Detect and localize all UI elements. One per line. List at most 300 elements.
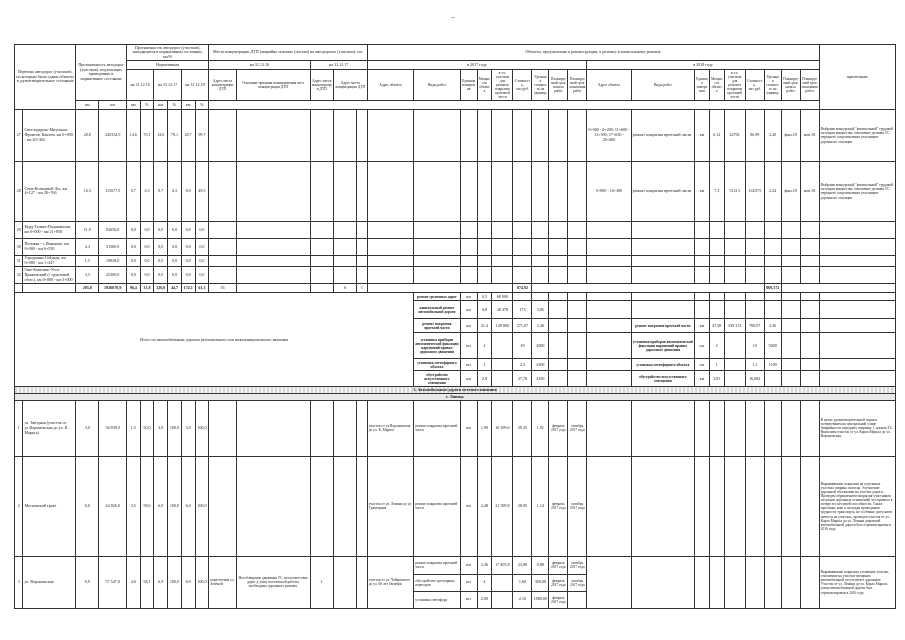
road-name: Курд-Талыш-Подшивалов, км 0+000 - км 21+858 — [23, 221, 76, 238]
norm-value: 0,0 — [181, 255, 195, 266]
empty-cell — [587, 238, 631, 255]
obj-2018-cost: 06,99 — [745, 109, 764, 161]
header-group-objects: Объекты, предлагаемые к реконструкции, к ремонту и капитальному ремонту — [367, 45, 819, 61]
norm-value: 4,3 — [168, 161, 182, 221]
row-number: 3 — [15, 556, 23, 608]
dtp-cell — [333, 161, 356, 221]
obj-2017-cell — [532, 161, 549, 221]
table-row — [15, 238, 896, 255]
obj-2018-cell — [709, 556, 724, 608]
road-name: Московский тракт — [23, 456, 76, 556]
obj-2018-cell — [709, 456, 724, 556]
summary-2017-unitcost: 4350 — [532, 371, 549, 387]
header-row-4-filler — [209, 100, 819, 109]
road-length: 3,0 — [76, 400, 99, 456]
table-row — [15, 400, 896, 456]
norm-value: 100,0 — [168, 400, 182, 456]
summary-2018-cost: 16,682 — [745, 371, 764, 387]
obj-2017-cell — [477, 221, 492, 238]
header-dtp-date-2: на 31.12.17 — [310, 61, 367, 70]
empty-cell — [781, 238, 800, 255]
empty-cell — [587, 301, 631, 319]
empty-cell — [568, 333, 587, 359]
h17-addr: Адрес объекта — [367, 70, 413, 101]
summary-2017-work: установка приборов автоматической фиксации нарушений правил дорожного движения — [414, 333, 460, 359]
obj-2017-cost: 2,16 — [513, 591, 532, 608]
norm-value: 0,0 — [195, 238, 209, 255]
norm-value: 0,0 — [168, 267, 182, 284]
obj-2018-cell — [695, 556, 710, 608]
dtp-cell — [236, 255, 310, 266]
norm-value: 0,0 — [154, 221, 168, 238]
obj-2018-start: фин.18 — [781, 161, 800, 221]
dtp-cell — [357, 109, 368, 161]
dtp-count: 1 — [310, 556, 333, 608]
empty-cell — [549, 359, 568, 371]
obj-2018-cost: 114,075 — [745, 161, 764, 221]
table-row — [15, 456, 896, 556]
obj-2018-cell — [695, 456, 710, 556]
empty-cell — [549, 371, 568, 387]
empty-cell — [631, 255, 694, 266]
obj-2018-cell — [631, 456, 694, 556]
road-length: 11,9 — [76, 221, 99, 238]
norm-value: 6,0 — [154, 456, 168, 556]
h17-cap: Мощность объекта — [477, 70, 492, 101]
obj-2017-cell — [492, 109, 513, 161]
empty-cell — [764, 221, 781, 238]
summary-2018-work: ремонт покрытия проезжей части — [631, 319, 694, 333]
obj-2018-quantity: 6,12 — [709, 109, 724, 161]
header-length: Протяженность автодорог (участков), подлежащих приведению в нормативное состояние — [76, 45, 127, 101]
empty-cell — [781, 359, 800, 371]
row-number: 1 — [15, 400, 23, 456]
obj-2017-end: октябрь 2017 года — [568, 556, 587, 574]
header-date-3: на 31.12.18 — [181, 70, 208, 101]
obj-2017-start: февраль 2017 года — [549, 574, 568, 591]
table-row — [15, 255, 896, 266]
summary-2018-amount — [724, 359, 745, 371]
obj-2017-cell — [568, 255, 587, 266]
total-cost: 1926670,9 — [99, 284, 126, 293]
obj-2018-cell — [781, 556, 800, 608]
obj-2018-cell — [745, 400, 764, 456]
dtp-cell — [333, 400, 356, 456]
dtp-cell — [310, 161, 333, 221]
obj-2018-address: 0+000 - 0+200; 11+600 - 13+500; 17+650 - 20+400 — [587, 109, 631, 161]
norm-value: 99,7 — [195, 109, 209, 161]
summary-2018-unit: шт — [695, 359, 710, 371]
obj-2017-cell — [492, 255, 513, 266]
norm-value: 0,0 — [126, 255, 140, 266]
empty-cell — [631, 267, 694, 284]
obj-2018-cell — [631, 556, 694, 608]
empty-cell — [695, 255, 710, 266]
section-row — [15, 387, 896, 394]
norm-value: 3,0 — [154, 400, 168, 456]
empty-cell — [724, 221, 745, 238]
row-note: Выравнивание покрытия уточнение участка, отношение на участки трещинах автомобильной отсутствуют дорожные. Участок от ул. Ленина до ул. Карла Маркса, улица автомобильной дороги был отремонтирован в 2016 году. — [819, 556, 895, 608]
norm-value: 3,0 — [181, 400, 195, 456]
empty-cell — [781, 301, 800, 319]
obj-2018-work: ремонт покрытия проезжей части — [631, 161, 694, 221]
h17-unit: Единица измерения — [460, 70, 477, 101]
obj-2017-end — [568, 591, 587, 608]
obj-2017-quantity: 2,00 — [477, 591, 492, 608]
norm-value: 0,0 — [154, 267, 168, 284]
empty-cell — [709, 267, 724, 284]
summary-2017-work: ремонт покрытия проезжей части — [414, 319, 460, 333]
summary-2018-amount: 339 313 — [724, 319, 745, 333]
empty-cell — [781, 371, 800, 387]
obj-2018-cell — [587, 400, 631, 456]
dtp-cell — [333, 238, 356, 255]
obj-2017-end: октябрь 2017 года — [568, 456, 587, 556]
h-km-3: км — [181, 100, 195, 109]
obj-2017-cell — [367, 161, 413, 221]
h-pct-1: % — [140, 100, 154, 109]
empty-cell — [764, 238, 781, 255]
obj-2017-cell — [367, 109, 413, 161]
row-number: 28 — [15, 161, 23, 221]
obj-2017-unitcost: 1,91 — [532, 400, 549, 456]
dtp-count — [310, 400, 333, 456]
empty-cell — [724, 293, 745, 301]
header-date-1: на 31.12.16 — [126, 70, 153, 101]
norm-value: 6,0 — [181, 456, 195, 556]
road-cost: 25200,0 — [99, 267, 126, 284]
obj-2018-cell — [724, 456, 745, 556]
total-len: 205,8 — [76, 284, 99, 293]
empty-cell — [745, 267, 764, 284]
obj-2018-cell — [800, 556, 819, 608]
obj-2017-cell — [568, 109, 587, 161]
obj-2018-cell — [800, 400, 819, 456]
obj-2017-address: участок от ул. Чайковского до ул. 60 лет Октября — [367, 556, 413, 608]
obj-2017-cell — [568, 161, 587, 221]
summary-2017-work: ремонт грунтовых дорог — [414, 293, 460, 301]
obj-2018-cell — [764, 400, 781, 456]
road-name: Семь-Кольцевой Луг, км 4+127 - км 20+766 — [23, 161, 76, 221]
summary-2017-amount — [492, 359, 513, 371]
empty-cell — [587, 319, 631, 333]
obj-2017-start: февраль 2017 года — [549, 456, 568, 556]
obj-2017-work: ремонт покрытия проезжей части — [414, 456, 460, 556]
obj-2017-cell — [568, 267, 587, 284]
norm-value: 6,9 — [154, 556, 168, 608]
road-cost: 245334,9 — [99, 109, 126, 161]
empty-cell — [819, 238, 895, 255]
empty-cell — [695, 221, 710, 238]
empty-cell — [724, 267, 745, 284]
obj-2017-cell — [460, 221, 477, 238]
obj-2017-cell — [549, 109, 568, 161]
obj-2017-cost: 23,90 — [513, 556, 532, 574]
empty-cell — [745, 238, 764, 255]
header-row-1 — [15, 45, 896, 61]
norm-value: 0,0 — [126, 238, 140, 255]
road-cost: 57 547,0 — [99, 556, 126, 608]
total-n3: 1 — [357, 284, 368, 293]
row-number: 30 — [15, 238, 23, 255]
obj-2017-cell — [460, 161, 477, 221]
obj-2017-unit: шт — [460, 591, 477, 608]
obj-2018-unitcost: 2,24 — [764, 161, 781, 221]
empty-cell — [709, 238, 724, 255]
dtp-address — [209, 400, 236, 456]
dtp-cell — [236, 109, 310, 161]
empty-cell — [800, 238, 819, 255]
header-note: примечание — [819, 45, 895, 110]
summary-2017-unit: км — [460, 371, 477, 387]
norm-value: 0,0 — [181, 238, 195, 255]
summary-2017-unit: шт — [460, 359, 477, 371]
dtp-cell — [209, 109, 236, 161]
obj-2017-amount — [492, 591, 513, 608]
road-name: Оже-Ковалево-Усть-Пряженский (с грунтовой обоч.), км 0+000 - км 5+000 — [23, 267, 76, 284]
dtp-cell — [209, 267, 236, 284]
obj-2017-cell — [549, 255, 568, 266]
empty-cell — [631, 238, 694, 255]
summary-2018-quantity: 47,58 — [709, 319, 724, 333]
empty-cell — [764, 301, 781, 319]
obj-2017-cell — [414, 221, 460, 238]
empty-cell — [745, 293, 764, 301]
obj-2017-work: обустройство тротуарных переходов — [414, 574, 460, 591]
dtp-cell — [209, 255, 236, 266]
obj-2017-cell — [414, 255, 460, 266]
norm-value: 0,0 — [195, 221, 209, 238]
total-row — [15, 284, 896, 293]
obj-2017-cell — [477, 161, 492, 221]
norm-value: 0,0 — [181, 267, 195, 284]
total-v2: 31,8 — [140, 284, 154, 293]
dtp-address: пересечение ул. Зелёной — [209, 556, 236, 608]
dtp-cell — [310, 221, 333, 238]
header-row-4 — [15, 100, 896, 109]
header-group-norm: Протяженность автодорог (участков), находящихся в нормативном состоянии, км/% — [126, 45, 208, 61]
obj-2018-cell — [631, 400, 694, 456]
obj-2017-quantity: 2,36 — [477, 556, 492, 574]
empty-cell — [800, 301, 819, 319]
obj-2018-cell — [695, 400, 710, 456]
road-cost: 115677,5 — [99, 161, 126, 221]
norm-value: 6,9 — [181, 556, 195, 608]
norm-value: 0,0 — [168, 221, 182, 238]
summary-2018-cost: 700,07 — [745, 319, 764, 333]
empty-cell — [819, 333, 895, 359]
summary-2017-unitcost: 3,85 — [532, 301, 549, 319]
h17-end: Планируемый срок окончания работ — [568, 70, 587, 101]
empty-cell — [800, 333, 819, 359]
obj-2017-cell — [492, 267, 513, 284]
summary-2017-amount — [492, 371, 513, 387]
total-n1: 35 — [209, 284, 236, 293]
obj-2017-cell — [549, 221, 568, 238]
norm-value: 0,0 — [181, 221, 195, 238]
obj-2017-cell — [492, 221, 513, 238]
dtp-cell — [333, 456, 356, 556]
empty-cell — [587, 359, 631, 371]
obj-2017-unitcost: 0,88 — [532, 556, 549, 574]
obj-2017-cell — [513, 109, 532, 161]
dtp-cell — [333, 267, 356, 284]
empty-cell — [800, 359, 819, 371]
summary-2017-amount — [492, 333, 513, 359]
obj-2018-address: 5+000 - 16+300 — [587, 161, 631, 221]
header-sub-current: Нормативная — [126, 61, 208, 70]
table-row — [15, 556, 896, 574]
h18-work: Виды работ — [631, 70, 694, 101]
summary-2018-quantity: 2 — [709, 333, 724, 359]
dtp-cause — [236, 400, 310, 456]
obj-2018-end: нов.18 — [800, 109, 819, 161]
norm-value: 100,0 — [195, 556, 209, 608]
empty-cell — [587, 371, 631, 387]
norm-value: 0,0 — [168, 238, 182, 255]
dtp-cause — [236, 456, 310, 556]
obj-2017-unit: км — [460, 556, 477, 574]
obj-2018-unit: км — [695, 161, 710, 221]
h18-part: в т.ч. участков для ремонта покрытия проезжей части — [724, 70, 745, 101]
norm-value: 100,0 — [168, 456, 182, 556]
total-v6: 61,3 — [195, 284, 209, 293]
road-cost: 36 839,0 — [99, 400, 126, 456]
summary-2018-amount — [724, 333, 745, 359]
h-km-1: км — [126, 100, 140, 109]
summary-2017-unitcost: 2000 — [532, 333, 549, 359]
obj-2018-end: нов.18 — [800, 161, 819, 221]
h-km-len: км — [76, 100, 99, 109]
total-v4: 44,7 — [168, 284, 182, 293]
obj-2017-cell — [414, 109, 460, 161]
dtp-cell — [310, 109, 333, 161]
empty-cell — [800, 267, 819, 284]
header-dtp-col-1: Адрес места концентрации ДТП — [209, 70, 236, 101]
empty-cell — [819, 255, 895, 266]
empty-cell — [819, 319, 895, 333]
empty-cell — [724, 255, 745, 266]
header-roads: Перечень автодорог (участков), по которым были сданы объекты в удовлетворительное состояние — [15, 45, 76, 110]
obj-2017-start: февраль 2017 года — [549, 400, 568, 456]
obj-2017-unitcost: 300,00 — [532, 574, 549, 591]
norm-value: 0,0 — [140, 221, 154, 238]
empty-cell — [549, 301, 568, 319]
obj-2018-cell — [781, 400, 800, 456]
obj-2017-cost: 1,60 — [513, 574, 532, 591]
obj-2017-work: ремонт покрытия проезжей части — [414, 400, 460, 456]
empty-cell — [819, 371, 895, 387]
norm-value: 0,0 — [195, 267, 209, 284]
dtp-cell — [357, 456, 368, 556]
obj-2017-work: ремонт покрытия проезжей части — [414, 556, 460, 574]
summary-2017-unit: км — [460, 293, 477, 301]
empty-cell — [568, 371, 587, 387]
obj-2017-cell — [460, 267, 477, 284]
road-length: 3,5 — [76, 267, 99, 284]
h-km-cost: км — [99, 100, 126, 109]
empty-cell — [800, 319, 819, 333]
summary-2018-work: установка светофорного объекта — [631, 359, 694, 371]
empty-cell — [631, 293, 694, 301]
obj-2017-quantity: 4 — [477, 574, 492, 591]
dtp-cell — [333, 221, 356, 238]
obj-2017-work: установка светофора — [414, 591, 460, 608]
empty-cell — [781, 293, 800, 301]
norm-value: 4,0 — [126, 556, 140, 608]
empty-cell — [745, 255, 764, 266]
table-row — [15, 161, 896, 221]
empty-cell — [800, 221, 819, 238]
empty-cell — [568, 319, 587, 333]
row-number: 2 — [15, 456, 23, 556]
obj-2017-cell — [532, 109, 549, 161]
obj-2017-cell — [492, 161, 513, 221]
obj-2017-cell — [460, 109, 477, 161]
summary-2018-work: обустройство искусственного освещения — [631, 371, 694, 387]
summary-2018-unit: км — [695, 319, 710, 333]
norm-value: 0,0 — [168, 255, 182, 266]
norm-value: 0,0 — [195, 255, 209, 266]
norm-value: 0,0 — [140, 267, 154, 284]
header-group-dtp: Места концентрации ДТП (аварийно опасные участки) на автодорогах (участках), шт. — [209, 45, 367, 61]
summary-2018-quantity: 1 — [709, 359, 724, 371]
h17-cost: Стоимость, тыс.руб. — [513, 70, 532, 101]
row-note: В целях удовлетворительной оценки потерпевшим на центральной улице Аварийности переднего ширины, 1 этажом ТС. Выполнен участок от ул. Карла Маркса до ул. Воронежская. — [819, 400, 895, 456]
dtp-cell — [357, 255, 368, 266]
obj-2017-quantity: 1,90 — [477, 400, 492, 456]
empty-cell — [781, 333, 800, 359]
h-pct-2: % — [168, 100, 182, 109]
header-year-2018: в 2018 году — [587, 61, 819, 70]
h-km-2: км — [154, 100, 168, 109]
norm-value: 0,0 — [140, 238, 154, 255]
empty-cell — [549, 293, 568, 301]
obj-2018-quantity: 7,3 — [709, 161, 724, 221]
summary-2017-amount: 68 000 — [492, 293, 513, 301]
road-length: 20,8 — [76, 109, 99, 161]
empty-cell — [745, 301, 764, 319]
h18-unitcost: Удельная стоимость на единицу — [764, 70, 781, 101]
obj-2017-unitcost: 1,14 — [532, 456, 549, 556]
top-mark: ‒ — [451, 12, 455, 21]
empty-cell — [800, 255, 819, 266]
road-cost: 31500,0 — [99, 238, 126, 255]
norm-value: 70,1 — [168, 109, 182, 161]
obj-2017-cost: 28,95 — [513, 456, 532, 556]
obj-2018-cell — [745, 456, 764, 556]
norm-value: 70,1 — [140, 109, 154, 161]
summary-2018-unit: шт — [695, 333, 710, 359]
dtp-cell — [209, 238, 236, 255]
obj-2017-cell — [367, 221, 413, 238]
summary-2017-quantity: 1 — [477, 359, 492, 371]
empty-cell — [709, 293, 724, 301]
empty-cell — [568, 301, 587, 319]
norm-value: 0,0 — [126, 221, 140, 238]
summary-row — [15, 293, 896, 301]
empty-cell — [587, 255, 631, 266]
obj-2017-amount: 17 405,8 — [492, 556, 513, 574]
obj-2017-cell — [568, 221, 587, 238]
obj-2017-cell — [549, 267, 568, 284]
summary-2017-cost: 2,3 — [513, 359, 532, 371]
obj-2018-cell — [587, 456, 631, 556]
obj-2018-cell — [764, 556, 781, 608]
obj-2017-cell — [532, 238, 549, 255]
header-year-2017: в 2017 году — [367, 61, 587, 70]
dtp-cause: Несоблюдение движения ТС, несоответствие дорог д-улиц тополевской работы, необходимо дорожного режима. — [236, 556, 310, 608]
